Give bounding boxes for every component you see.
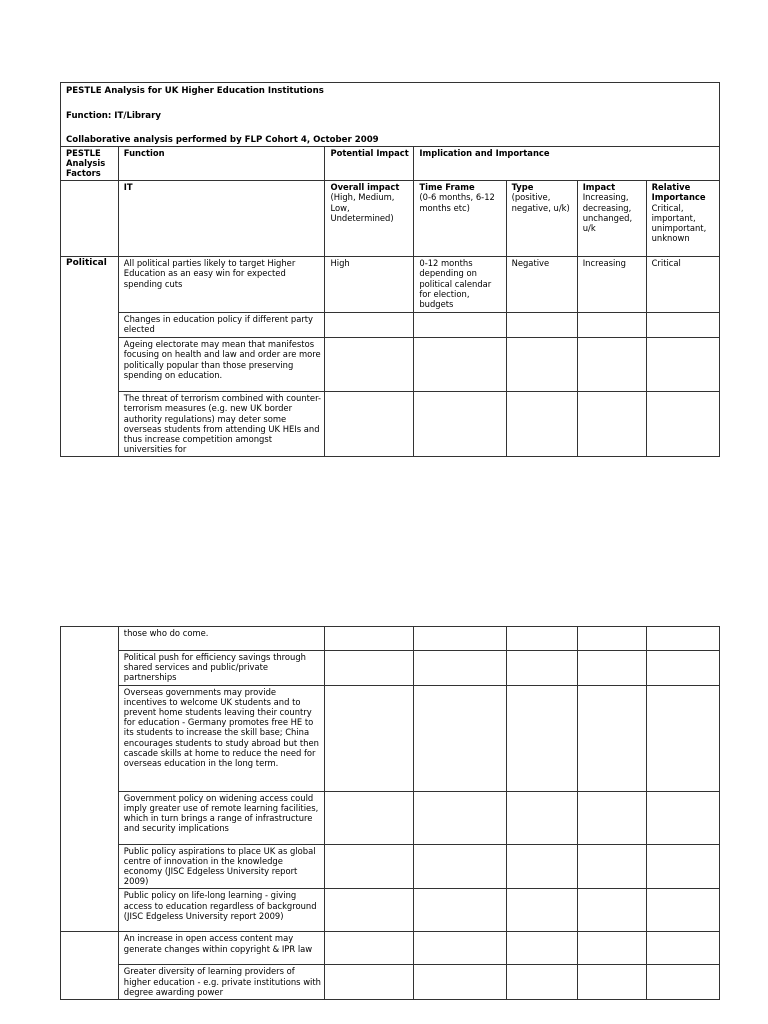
table-row [61, 932, 720, 965]
timeframe-cell [414, 889, 506, 932]
relative-cell [646, 932, 719, 965]
table-row [61, 338, 720, 392]
function-cell: Overseas governments may provide incentives to welcome UK students and to prevent home students leaving their country for education - Germany promotes free HE to its students to increase the skill base; China encourages students to study abroad but then cascade skills at home to reduce the need for overseas education in the long term. [118, 685, 325, 791]
table-row [61, 627, 720, 651]
col-header-function: Function [118, 146, 325, 181]
col-header-implication: Implication and Importance [414, 146, 720, 181]
impact-cell [577, 627, 646, 651]
impact-title: Impact [582, 182, 616, 193]
impact-cell [577, 313, 646, 338]
relative-cell [646, 627, 719, 651]
timeframe-cell [414, 313, 506, 338]
collaboration-line: Collaborative analysis performed by FLP Cohort 4, October 2009 [66, 135, 379, 146]
relative-cell [646, 651, 719, 686]
function-cell: Government policy on widening access could imply greater use of remote learning facilities, which in turn brings a range of infrastructure and security implications [118, 791, 325, 844]
timeframe-cell [414, 844, 506, 889]
timeframe-cell [414, 791, 506, 844]
relative-cell [646, 392, 719, 457]
type-title: Type [511, 182, 534, 193]
impact-desc: Increasing, decreasing, unchanged, u/k [582, 192, 633, 234]
impact-cell: Increasing [577, 257, 646, 313]
function-cell: Political push for efficiency savings through shared services and public/private partnerships [118, 651, 325, 686]
pestle-table-page1 [60, 82, 720, 457]
factor-cell-continued [61, 627, 119, 932]
type-cell [506, 651, 577, 686]
overall-cell [325, 627, 414, 651]
factor-cell-empty [61, 932, 119, 1000]
pestle-table-page2 [60, 626, 720, 1000]
type-cell [506, 965, 577, 1000]
impact-cell [577, 392, 646, 457]
function-cell: Public policy aspirations to place UK as global centre of innovation in the knowledge economy (JISC Edgeless University report 2009) [118, 844, 325, 889]
type-cell [506, 932, 577, 965]
table-row [61, 257, 720, 313]
function-cell: Public policy on life-long learning - giving access to education regardless of background (JISC Edgeless University report 2009) [118, 889, 325, 932]
overall-cell [325, 392, 414, 457]
impact-cell [577, 685, 646, 791]
timeframe-cell: 0-12 months depending on political calendar for election, budgets [414, 257, 506, 313]
table-row [61, 651, 720, 686]
sub-header-relative [646, 181, 719, 257]
relative-title: Relative Importance [651, 182, 706, 203]
overall-cell [325, 338, 414, 392]
type-cell [506, 889, 577, 932]
overall-cell [325, 651, 414, 686]
sub-header-timeframe [414, 181, 506, 257]
type-cell: Negative [506, 257, 577, 313]
relative-desc: Critical, important, unimportant, unknown [651, 202, 707, 244]
function-cell: All political parties likely to target Higher Education as an easy win for expected spending cuts [118, 257, 325, 313]
timeframe-cell [414, 965, 506, 1000]
col-header-potential-impact: Potential Impact [325, 146, 414, 181]
relative-cell [646, 889, 719, 932]
overall-cell [325, 965, 414, 1000]
type-cell [506, 627, 577, 651]
type-cell [506, 313, 577, 338]
relative-cell [646, 844, 719, 889]
overall-cell [325, 889, 414, 932]
timeframe-cell [414, 392, 506, 457]
col-header-factors: PESTLE Analysis Factors [61, 146, 119, 181]
impact-cell [577, 932, 646, 965]
document-header [61, 83, 720, 147]
sub-header-impact [577, 181, 646, 257]
relative-cell [646, 685, 719, 791]
factor-political: Political [61, 257, 119, 457]
table-row [61, 965, 720, 1000]
type-cell [506, 685, 577, 791]
document-title: PESTLE Analysis for UK Higher Education Institutions [66, 86, 324, 96]
function-cell: The threat of terrorism combined with counter-terrorism measures (e.g. new UK border authority regulations) may deter some overseas students from attending UK HEIs and thus increase competition amongst universities for [118, 392, 325, 457]
relative-cell [646, 313, 719, 338]
table-row [61, 392, 720, 457]
impact-cell [577, 338, 646, 392]
timeframe-cell [414, 685, 506, 791]
function-cell: Changes in education policy if different party elected [118, 313, 325, 338]
sub-header-row [61, 181, 720, 257]
column-header-row [61, 146, 720, 181]
impact-cell [577, 889, 646, 932]
timeframe-desc: (0-6 months, 6-12 months etc) [419, 192, 495, 213]
impact-cell [577, 791, 646, 844]
function-cell: An increase in open access content may generate changes within copyright & IPR law [118, 932, 325, 965]
type-cell [506, 338, 577, 392]
table-row [61, 685, 720, 791]
sub-header-overall [325, 181, 414, 257]
table-row [61, 313, 720, 338]
sub-header-it: IT [118, 181, 325, 257]
table-row [61, 791, 720, 844]
impact-cell [577, 965, 646, 1000]
impact-cell [577, 651, 646, 686]
type-desc: (positive, negative, u/k) [511, 192, 570, 213]
relative-cell [646, 965, 719, 1000]
relative-cell: Critical [646, 257, 719, 313]
relative-cell [646, 338, 719, 392]
impact-cell [577, 844, 646, 889]
timeframe-cell [414, 338, 506, 392]
type-cell [506, 392, 577, 457]
sub-header-empty [61, 181, 119, 257]
function-cell: those who do come. [118, 627, 325, 651]
overall-cell [325, 844, 414, 889]
overall-title: Overall impact [330, 182, 400, 193]
overall-cell [325, 313, 414, 338]
overall-cell [325, 932, 414, 965]
table-header-block [61, 83, 720, 147]
relative-cell [646, 791, 719, 844]
overall-desc: (High, Medium, Low, Undetermined) [330, 192, 395, 223]
timeframe-cell [414, 627, 506, 651]
overall-cell [325, 791, 414, 844]
table-row [61, 889, 720, 932]
function-line: Function: IT/Library [66, 110, 161, 121]
type-cell [506, 844, 577, 889]
type-cell [506, 791, 577, 844]
timeframe-title: Time Frame [419, 182, 475, 193]
sub-header-type [506, 181, 577, 257]
overall-cell [325, 685, 414, 791]
function-cell: Greater diversity of learning providers of higher education - e.g. private institutions with degree awarding power [118, 965, 325, 1000]
function-cell: Ageing electorate may mean that manifestos focusing on health and law and order are more politically popular than those preserving spending on education. [118, 338, 325, 392]
timeframe-cell [414, 932, 506, 965]
timeframe-cell [414, 651, 506, 686]
overall-cell: High [325, 257, 414, 313]
table-row [61, 844, 720, 889]
